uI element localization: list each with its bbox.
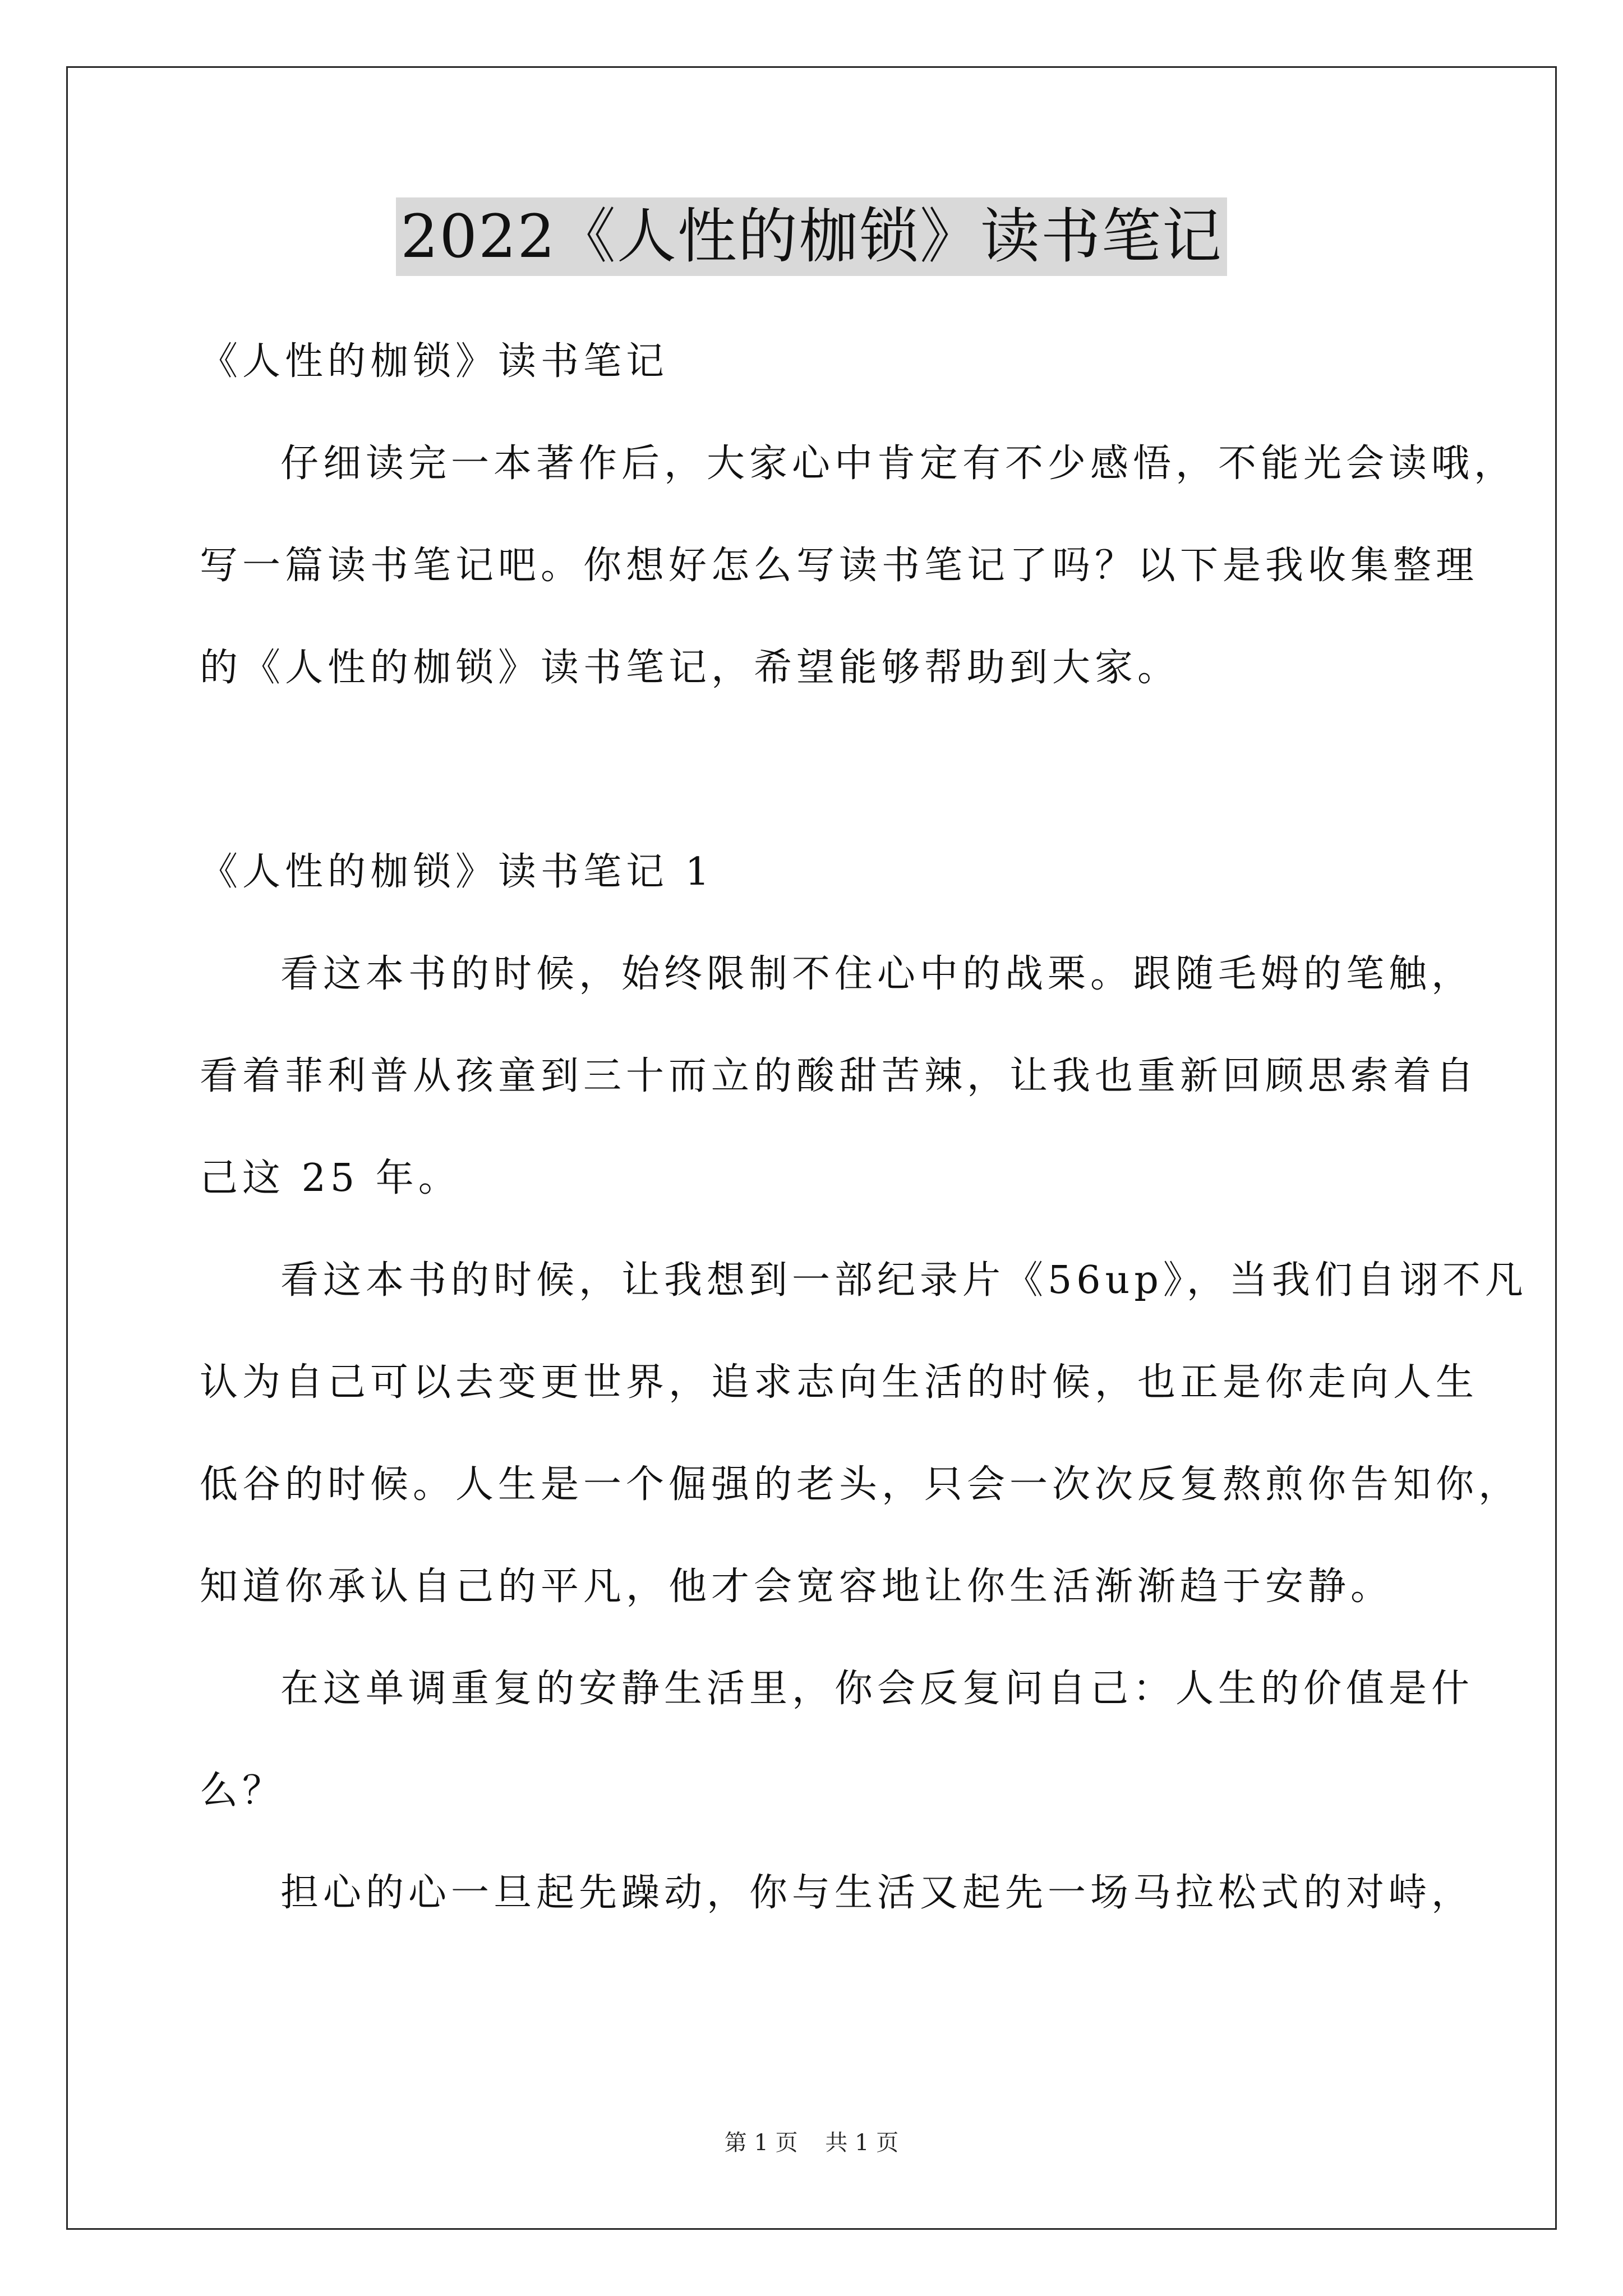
document-title: 2022《人性的枷锁》读书笔记 bbox=[396, 197, 1227, 276]
footer-page-current: 第 1 页 bbox=[724, 2130, 798, 2156]
footer-page-total: 共 1 页 bbox=[825, 2130, 899, 2156]
body-line-1: 看这本书的时候，始终限制不住心中的战栗。跟随毛姆的笔触， bbox=[280, 952, 1474, 996]
body-line-9: 么？ bbox=[200, 1769, 285, 1813]
subtitle: 《人性的枷锁》读书笔记 bbox=[200, 339, 669, 384]
intro-line-3: 的《人性的枷锁》读书笔记，希望能够帮助到大家。 bbox=[200, 646, 1181, 690]
intro-line-2: 写一篇读书笔记吧。你想好怎么写读书笔记了吗？以下是我收集整理 bbox=[200, 544, 1479, 588]
body-line-4: 看这本书的时候，让我想到一部纪录片《56up》，当我们自诩不凡 bbox=[280, 1258, 1528, 1303]
title-wrapper bbox=[0, 197, 1623, 276]
section-heading: 《人性的枷锁》读书笔记 1 bbox=[200, 850, 714, 894]
body-line-10: 担心的心一旦起先躁动，你与生活又起先一场马拉松式的对峙， bbox=[280, 1871, 1474, 1915]
body-line-5: 认为自己可以去变更世界，追求志向生活的时候，也正是你走向人生 bbox=[200, 1360, 1479, 1405]
body-line-3: 己这 25 年。 bbox=[200, 1156, 461, 1200]
body-line-6: 低谷的时候。人生是一个倔强的老头，只会一次次反复熬煎你告知你， bbox=[200, 1462, 1521, 1507]
body-line-7: 知道你承认自己的平凡，他才会宽容地让你生活渐渐趋于安静。 bbox=[200, 1565, 1394, 1609]
body-line-8: 在这单调重复的安静生活里，你会反复问自己：人生的价值是什 bbox=[280, 1667, 1474, 1711]
page-footer bbox=[0, 2126, 1623, 2160]
body-line-2: 看着菲利普从孩童到三十而立的酸甜苦辣，让我也重新回顾思索着自 bbox=[200, 1054, 1479, 1098]
intro-line-1: 仔细读完一本著作后，大家心中肯定有不少感悟，不能光会读哦， bbox=[280, 441, 1517, 486]
